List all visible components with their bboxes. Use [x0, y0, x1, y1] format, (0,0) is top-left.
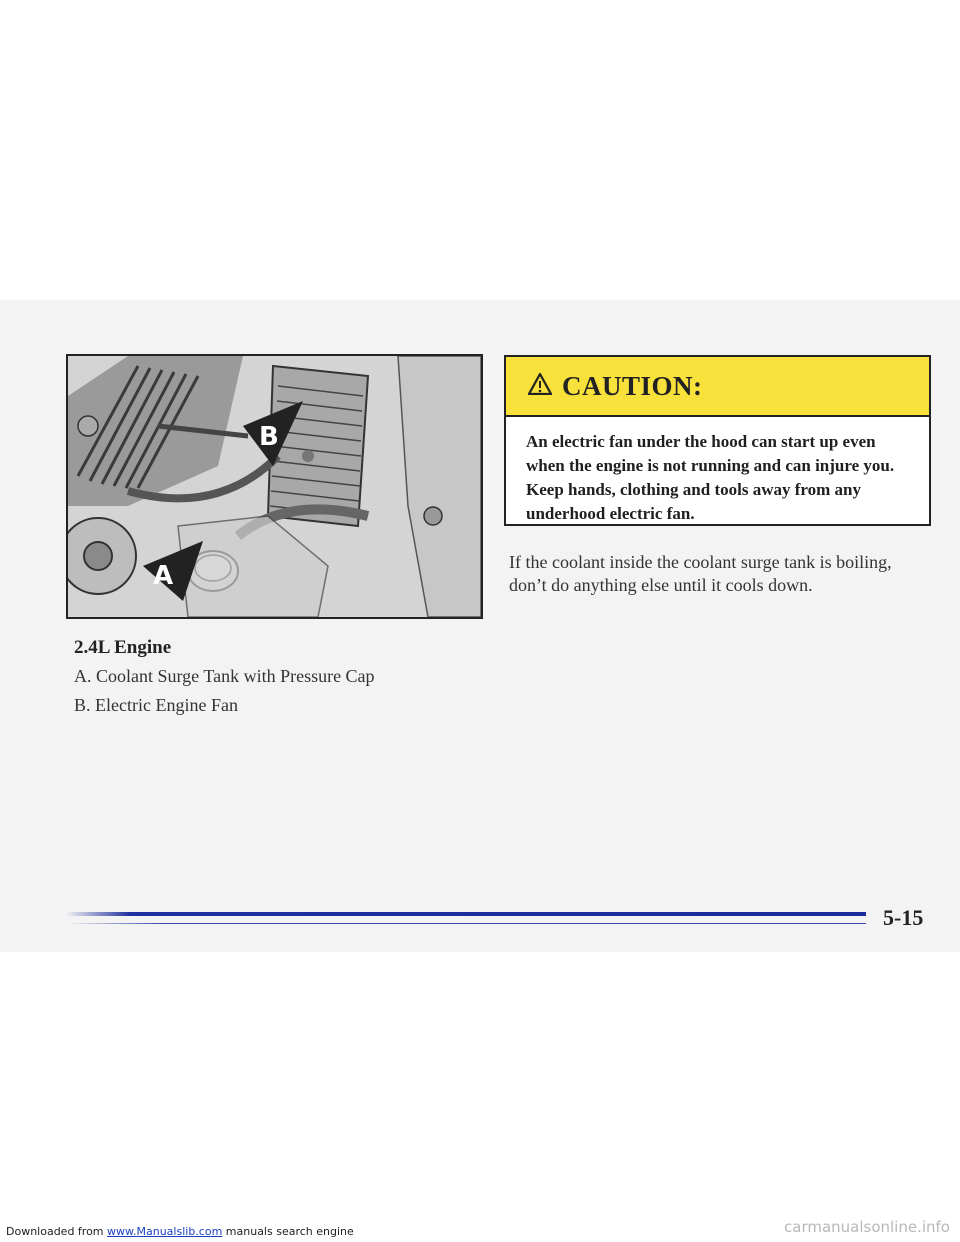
- footer-suffix: manuals search engine: [222, 1225, 354, 1238]
- body-paragraph: If the coolant inside the coolant surge tank is boiling, don’t do anything else until it cools down.: [509, 552, 892, 595]
- caution-text: An electric fan under the hood can start up even when the engine is not running and can injure you. Keep hands, clothing and tools away from any underhood electric fan.: [526, 432, 895, 523]
- figure-caption-item-a: A. Coolant Surge Tank with Pressure Cap: [74, 666, 375, 686]
- watermark: carmanualsonline.info: [784, 1218, 950, 1236]
- callout-b-label: B: [259, 422, 279, 452]
- download-footer: [6, 1225, 354, 1238]
- figure-caption-item-b: B. Electric Engine Fan: [74, 695, 238, 715]
- page-number: 5-15: [883, 905, 924, 930]
- footer-prefix: Downloaded from: [6, 1225, 108, 1238]
- caution-title: CAUTION:: [562, 370, 703, 401]
- warning-triangle-icon: [528, 373, 552, 400]
- callout-a-label: A: [153, 561, 174, 591]
- caution-box: [504, 355, 931, 526]
- footer-rule-thin: [66, 923, 866, 924]
- caution-header: [506, 357, 929, 417]
- engine-illustration: [66, 354, 483, 619]
- manualslib-link[interactable]: www.Manualslib.com: [107, 1225, 223, 1238]
- figure-caption-title: 2.4L Engine: [74, 637, 172, 658]
- footer-rule-thick: [66, 912, 866, 916]
